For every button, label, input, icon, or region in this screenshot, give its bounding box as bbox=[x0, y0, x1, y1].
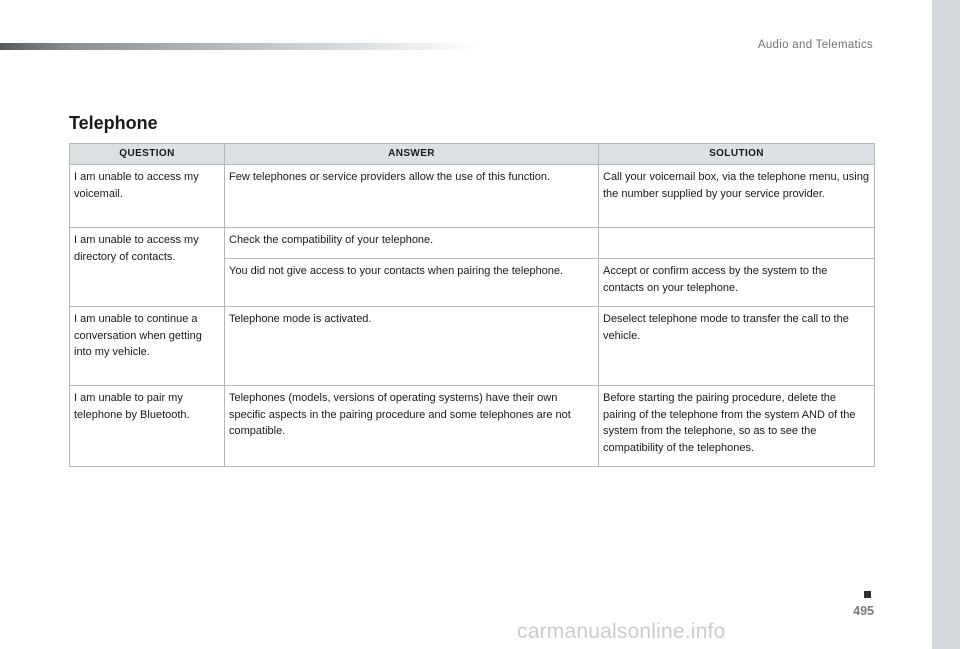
question-cell: I am unable to pair my telephone by Bluetooth. bbox=[70, 386, 225, 467]
table-row bbox=[70, 228, 875, 259]
solution-cell bbox=[599, 228, 875, 259]
question-cell: I am unable to access my directory of contacts. bbox=[70, 228, 225, 307]
header-gradient-bar bbox=[0, 43, 480, 50]
solution-cell: Before starting the pairing procedure, delete the pairing of the telephone from the system AND of the system from the telephone, so as to see the compatibility of the telephones. bbox=[599, 386, 875, 467]
watermark: carmanualsonline.info bbox=[517, 620, 726, 643]
column-header-solution: SOLUTION bbox=[599, 144, 875, 165]
table-row bbox=[70, 165, 875, 228]
page-marker-icon bbox=[864, 591, 871, 598]
side-strip bbox=[932, 0, 960, 649]
solution-cell: Deselect telephone mode to transfer the call to the vehicle. bbox=[599, 307, 875, 386]
table-header-row bbox=[70, 144, 875, 165]
question-cell: I am unable to continue a conversation when getting into my vehicle. bbox=[70, 307, 225, 386]
answer-cell: Check the compatibility of your telephone. bbox=[225, 228, 599, 259]
solution-cell: Call your voicemail box, via the telephone menu, using the number supplied by your service provider. bbox=[599, 165, 875, 228]
column-header-answer: ANSWER bbox=[225, 144, 599, 165]
answer-cell: Telephone mode is activated. bbox=[225, 307, 599, 386]
table-row bbox=[70, 386, 875, 467]
answer-cell: Few telephones or service providers allow the use of this function. bbox=[225, 165, 599, 228]
page-title: Telephone bbox=[69, 113, 158, 133]
question-cell: I am unable to access my voicemail. bbox=[70, 165, 225, 228]
solution-cell: Accept or confirm access by the system to the contacts on your telephone. bbox=[599, 259, 875, 307]
faq-table bbox=[69, 143, 875, 467]
section-title: Audio and Telematics bbox=[757, 39, 873, 51]
page-number: 495 bbox=[853, 604, 874, 618]
table-row bbox=[70, 307, 875, 386]
answer-cell: You did not give access to your contacts when pairing the telephone. bbox=[225, 259, 599, 307]
column-header-question: QUESTION bbox=[70, 144, 225, 165]
answer-cell: Telephones (models, versions of operating systems) have their own specific aspects in the pairing procedure and some telephones are not compatible. bbox=[225, 386, 599, 467]
